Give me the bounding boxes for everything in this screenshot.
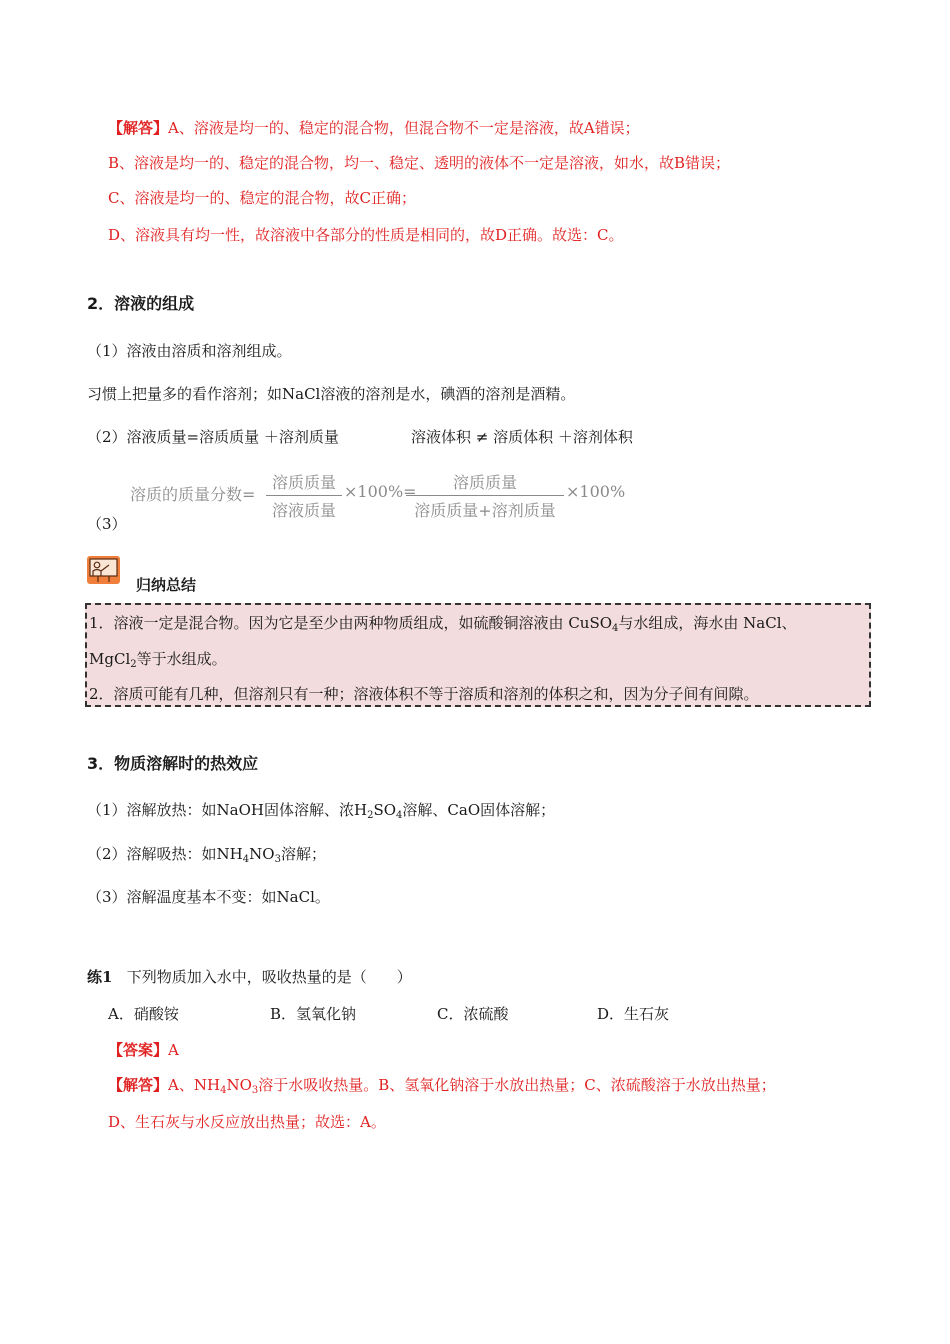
summary-box (85, 603, 871, 707)
teacher-board-icon (87, 556, 120, 584)
formula-times-2: ×100% (566, 482, 626, 501)
answer-line-c: C、溶液是均一的、稳定的混合物，故C正确； (108, 189, 416, 207)
section2-p4: （3） (87, 515, 127, 533)
option-a: A．硝酸铵 (108, 1005, 179, 1023)
fraction-2-denominator: 溶质质量+溶剂质量 (414, 501, 556, 520)
section2-p3-right: 溶液体积 ≠ 溶质体积 ＋溶剂体积 (411, 428, 633, 446)
exercise-explain-line-1: 【解答】A、$NH_4NO_3$溶于水吸收热量。B、氢氧化钠溶于水放出热量；C、浓硫酸溶于水放出热量； (108, 1076, 776, 1096)
section2-heading: 2．溶液的组成 (87, 294, 195, 313)
answer-line-d: D、溶液具有均一性，故溶液中各部分的性质是相同的，故D正确。故选：C。 (108, 226, 624, 244)
fraction-1-denominator: 溶液质量 (271, 501, 336, 520)
fraction-1-numerator: 溶质质量 (271, 473, 336, 492)
section3-p2: （2）溶解吸热：如$NH_4NO_3$溶解； (87, 845, 326, 865)
summary-line-1: 1．溶液一定是混合物。因为它是至少由两种物质组成，如硫酸铜溶液由 CuSO$_4$与水组成，海水由 NaCl、 (89, 614, 797, 634)
option-b: B．氢氧化钠 (270, 1005, 357, 1023)
section2-p2: 习惯上把量多的看作溶剂；如NaCl溶液的溶剂是水，碘酒的溶剂是酒精。 (87, 385, 576, 403)
exercise-explain-line-2: D、生石灰与水反应放出热量；故选：A。 (108, 1113, 386, 1131)
section2-p3-left: （2）溶液质量=溶质质量 ＋溶剂质量 (87, 428, 339, 446)
section2-p1: （1）溶液由溶质和溶剂组成。 (87, 342, 292, 360)
exercise-question: 练1 下列物质加入水中，吸收热量的是（ ） (87, 968, 412, 986)
section3-p1: （1）溶解放热：如NaOH固体溶解、浓$H_2SO_4$溶解、CaO固体溶解； (87, 801, 556, 821)
exercise-label: 练1 (87, 968, 113, 986)
formula-times-1: ×100%= (344, 482, 417, 501)
option-d: D．生石灰 (597, 1005, 670, 1023)
answer-tag: 【解答】 (108, 119, 169, 137)
formula-lhs: 溶质的质量分数= (130, 485, 256, 504)
formula-fraction-2 (406, 470, 564, 521)
section3-heading: 3．物质溶解时的热效应 (87, 754, 259, 773)
section3-p3: （3）溶解温度基本不变：如NaCl。 (87, 888, 330, 906)
exercise-answer: 【答案】A (108, 1041, 179, 1059)
answer-line-b: B、溶液是均一的、稳定的混合物，均一、稳定、透明的液体不一定是溶液，如水，故B错误； (108, 154, 731, 172)
answer-line-a: 【解答】A、溶液是均一的、稳定的混合物，但混合物不一定是溶液，故A错误； (108, 119, 640, 137)
summary-title: 归纳总结 (136, 576, 197, 594)
option-c: C．浓硫酸 (437, 1005, 509, 1023)
formula-fraction-1 (266, 470, 342, 521)
summary-line-3: 2．溶质可能有几种，但溶剂只有一种；溶液体积不等于溶质和溶剂的体积之和，因为分子间有间隙。 (89, 685, 759, 703)
fraction-2-numerator: 溶质质量 (452, 473, 517, 492)
summary-line-2: MgCl$_2$等于水组成。 (89, 650, 227, 670)
